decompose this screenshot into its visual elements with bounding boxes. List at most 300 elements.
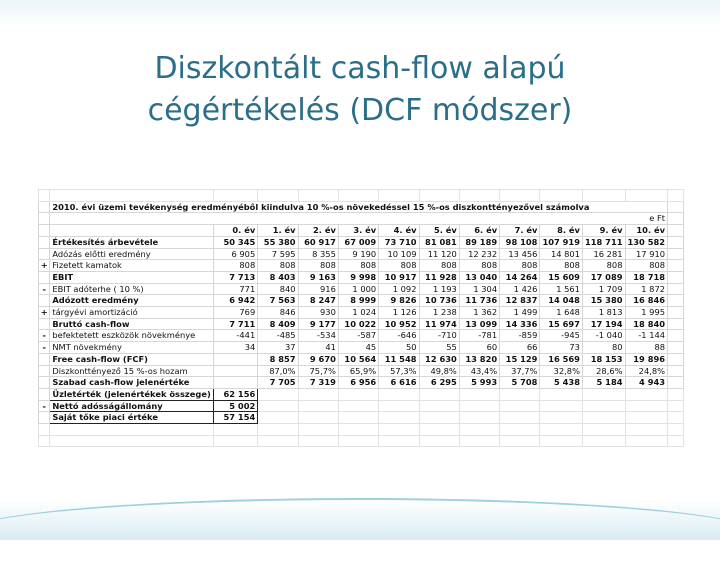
empty-cell <box>50 190 213 202</box>
row-label: NMT növekmény <box>50 342 213 354</box>
value-cell: 13 040 <box>459 271 499 283</box>
value-cell: 37,7% <box>500 365 540 377</box>
value-cell: -534 <box>298 330 338 342</box>
value-cell: 8 409 <box>258 318 298 330</box>
value-cell: 840 <box>258 283 298 295</box>
empty-cell <box>540 424 583 436</box>
value-cell: 32,8% <box>540 365 583 377</box>
year-header: 8. év <box>540 225 583 237</box>
empty-cell <box>540 190 583 202</box>
value-cell: 808 <box>213 260 258 272</box>
value-cell: 1 709 <box>582 283 625 295</box>
value-cell: 81 081 <box>419 236 459 248</box>
empty-cell <box>379 412 419 424</box>
sign-cell: - <box>39 330 50 342</box>
empty-cell <box>258 424 298 436</box>
empty-cell <box>459 190 499 202</box>
year-header: 6. év <box>459 225 499 237</box>
slide-title-line-2: cégértékelés (DCF módszer) <box>147 93 573 128</box>
empty-cell <box>50 424 213 436</box>
row-label: Diszkonttényező 15 %-os hozam <box>50 365 213 377</box>
sign-cell <box>39 377 50 389</box>
value-cell: 6 942 <box>213 295 258 307</box>
sign-cell <box>39 271 50 283</box>
empty-cell <box>213 190 258 202</box>
value-cell: 60 917 <box>298 236 338 248</box>
empty-cell <box>582 435 625 447</box>
empty-cell <box>258 388 298 400</box>
value-cell: 7 319 <box>298 377 338 389</box>
year-header: 1. év <box>258 225 298 237</box>
value-cell: 75,7% <box>298 365 338 377</box>
summary-value: 57 154 <box>213 412 258 424</box>
empty-cell <box>50 225 213 237</box>
value-cell: 1 995 <box>625 307 668 319</box>
year-header: 7. év <box>500 225 540 237</box>
value-cell: 80 <box>582 342 625 354</box>
empty-cell <box>419 424 459 436</box>
empty-cell <box>258 412 298 424</box>
value-cell: 808 <box>500 260 540 272</box>
empty-cell <box>298 400 338 412</box>
value-cell: 14 048 <box>540 295 583 307</box>
value-cell: 13 099 <box>459 318 499 330</box>
dcf-table <box>38 189 684 447</box>
table-row <box>39 271 684 283</box>
year-header: 0. év <box>213 225 258 237</box>
value-cell: 6 956 <box>338 377 378 389</box>
empty-cell <box>258 400 298 412</box>
value-cell: 1 426 <box>500 283 540 295</box>
sign-cell: + <box>39 307 50 319</box>
value-cell: 55 380 <box>258 236 298 248</box>
value-cell: 88 <box>625 342 668 354</box>
sign-cell <box>39 318 50 330</box>
empty-cell <box>668 190 684 202</box>
value-cell: 118 711 <box>582 236 625 248</box>
empty-cell <box>668 271 684 283</box>
value-cell: -710 <box>419 330 459 342</box>
table-row <box>39 236 684 248</box>
value-cell: 49,8% <box>419 365 459 377</box>
table-row <box>39 318 684 330</box>
value-cell: 11 974 <box>419 318 459 330</box>
sign-cell <box>39 248 50 260</box>
empty-cell <box>338 412 378 424</box>
empty-cell <box>298 388 338 400</box>
sign-cell <box>39 353 50 365</box>
value-cell: 1 000 <box>338 283 378 295</box>
value-cell: 55 <box>419 342 459 354</box>
value-cell: 28,6% <box>582 365 625 377</box>
sign-cell <box>39 295 50 307</box>
empty-cell <box>582 388 625 400</box>
value-cell: 13 456 <box>500 248 540 260</box>
empty-cell <box>540 435 583 447</box>
value-cell: 1 092 <box>379 283 419 295</box>
empty-cell <box>213 435 258 447</box>
empty-cell <box>338 435 378 447</box>
empty-cell <box>668 213 684 225</box>
decorative-curve <box>0 498 720 570</box>
table-row <box>39 365 684 377</box>
empty-cell <box>39 435 50 447</box>
empty-cell <box>298 412 338 424</box>
blank-row <box>39 190 684 202</box>
value-cell: 8 355 <box>298 248 338 260</box>
row-label: Free cash-flow (FCF) <box>50 353 213 365</box>
value-cell: 18 840 <box>625 318 668 330</box>
empty-cell <box>668 388 684 400</box>
value-cell: 18 153 <box>582 353 625 365</box>
summary-value: 62 156 <box>213 388 258 400</box>
empty-cell <box>39 190 50 202</box>
value-cell: 9 998 <box>338 271 378 283</box>
value-cell: 7 705 <box>258 377 298 389</box>
value-cell: -1 040 <box>582 330 625 342</box>
row-label: Adózott eredmény <box>50 295 213 307</box>
empty-cell <box>459 388 499 400</box>
value-cell: 1 813 <box>582 307 625 319</box>
empty-cell <box>668 424 684 436</box>
row-label: EBIT adóterhe ( 10 %) <box>50 283 213 295</box>
empty-cell <box>625 412 668 424</box>
dcf-spreadsheet <box>38 189 684 460</box>
value-cell: 8 857 <box>258 353 298 365</box>
empty-cell <box>668 225 684 237</box>
empty-cell <box>39 225 50 237</box>
value-cell: 7 563 <box>258 295 298 307</box>
sign-cell: - <box>39 283 50 295</box>
empty-cell <box>668 283 684 295</box>
value-cell: 14 264 <box>500 271 540 283</box>
value-cell: 45 <box>338 342 378 354</box>
value-cell: -441 <box>213 330 258 342</box>
sign-cell: + <box>39 260 50 272</box>
summary-label: Üzletérték (jelenértékek összege) <box>50 388 213 400</box>
value-cell: 67 009 <box>338 236 378 248</box>
value-cell: 11 928 <box>419 271 459 283</box>
value-cell: 15 609 <box>540 271 583 283</box>
empty-cell <box>668 353 684 365</box>
empty-cell <box>298 424 338 436</box>
value-cell: 1 193 <box>419 283 459 295</box>
empty-cell <box>338 400 378 412</box>
value-cell: 73 710 <box>379 236 419 248</box>
sign-cell <box>39 388 50 400</box>
empty-cell <box>668 342 684 354</box>
empty-cell <box>39 213 50 225</box>
empty-cell <box>582 412 625 424</box>
empty-cell <box>668 377 684 389</box>
value-cell: 12 630 <box>419 353 459 365</box>
empty-cell <box>258 190 298 202</box>
value-cell: 10 022 <box>338 318 378 330</box>
empty-cell <box>500 388 540 400</box>
empty-cell <box>39 424 50 436</box>
empty-cell <box>582 424 625 436</box>
table-row <box>39 342 684 354</box>
row-label: Szabad cash-flow jelenértéke <box>50 377 213 389</box>
value-cell <box>213 353 258 365</box>
empty-cell <box>625 435 668 447</box>
value-cell: 34 <box>213 342 258 354</box>
empty-cell <box>419 400 459 412</box>
value-cell: 808 <box>459 260 499 272</box>
empty-cell <box>668 330 684 342</box>
empty-cell <box>419 435 459 447</box>
value-cell: 8 999 <box>338 295 378 307</box>
value-cell: 1 362 <box>459 307 499 319</box>
unit-row <box>39 213 684 225</box>
empty-cell <box>379 424 419 436</box>
value-cell: 15 129 <box>500 353 540 365</box>
value-cell: 11 548 <box>379 353 419 365</box>
value-cell: -1 144 <box>625 330 668 342</box>
value-cell: 11 120 <box>419 248 459 260</box>
value-cell: 8 247 <box>298 295 338 307</box>
caption-row <box>39 201 684 213</box>
empty-cell <box>668 435 684 447</box>
value-cell: 8 403 <box>258 271 298 283</box>
empty-cell <box>39 201 50 213</box>
value-cell: -646 <box>379 330 419 342</box>
value-cell: 7 711 <box>213 318 258 330</box>
value-cell: 10 917 <box>379 271 419 283</box>
table-row <box>39 307 684 319</box>
empty-cell <box>459 400 499 412</box>
value-cell: 24,8% <box>625 365 668 377</box>
value-cell: 1 648 <box>540 307 583 319</box>
empty-cell <box>50 435 213 447</box>
empty-cell <box>500 400 540 412</box>
empty-cell <box>668 236 684 248</box>
header-row <box>39 225 684 237</box>
table-row <box>39 295 684 307</box>
empty-cell <box>540 400 583 412</box>
value-cell: 1 561 <box>540 283 583 295</box>
value-cell: 5 438 <box>540 377 583 389</box>
value-cell: 18 718 <box>625 271 668 283</box>
value-cell: 16 569 <box>540 353 583 365</box>
value-cell: 1 238 <box>419 307 459 319</box>
value-cell: 10 736 <box>419 295 459 307</box>
empty-cell <box>338 388 378 400</box>
row-label: Bruttó cash-flow <box>50 318 213 330</box>
empty-cell <box>298 190 338 202</box>
value-cell: 17 194 <box>582 318 625 330</box>
value-cell: 9 163 <box>298 271 338 283</box>
value-cell: 10 952 <box>379 318 419 330</box>
value-cell: 6 905 <box>213 248 258 260</box>
value-cell: 12 232 <box>459 248 499 260</box>
value-cell: 41 <box>298 342 338 354</box>
empty-cell <box>582 190 625 202</box>
row-label: Értékesítés árbevétele <box>50 236 213 248</box>
unit-label: e Ft <box>50 213 668 225</box>
empty-cell <box>500 190 540 202</box>
slide-title <box>0 48 720 132</box>
value-cell: 17 089 <box>582 271 625 283</box>
value-cell: 808 <box>540 260 583 272</box>
value-cell: 9 826 <box>379 295 419 307</box>
value-cell: 5 993 <box>459 377 499 389</box>
empty-cell <box>338 190 378 202</box>
value-cell: 73 <box>540 342 583 354</box>
year-header: 10. év <box>625 225 668 237</box>
value-cell: 66 <box>500 342 540 354</box>
empty-cell <box>298 435 338 447</box>
value-cell: 16 281 <box>582 248 625 260</box>
empty-cell <box>459 435 499 447</box>
empty-cell <box>668 400 684 412</box>
value-cell: 50 345 <box>213 236 258 248</box>
sign-cell <box>39 236 50 248</box>
year-header: 3. év <box>338 225 378 237</box>
value-cell: 16 846 <box>625 295 668 307</box>
empty-cell <box>419 388 459 400</box>
sign-cell: - <box>39 342 50 354</box>
value-cell: 9 177 <box>298 318 338 330</box>
value-cell: 12 837 <box>500 295 540 307</box>
empty-cell <box>582 400 625 412</box>
empty-cell <box>500 412 540 424</box>
top-gradient-band <box>0 0 720 26</box>
value-cell: 10 109 <box>379 248 419 260</box>
value-cell: 1 304 <box>459 283 499 295</box>
value-cell: 808 <box>298 260 338 272</box>
value-cell: 808 <box>258 260 298 272</box>
value-cell: 57,3% <box>379 365 419 377</box>
empty-cell <box>379 190 419 202</box>
summary-row <box>39 388 684 400</box>
empty-cell <box>459 424 499 436</box>
empty-cell <box>500 424 540 436</box>
summary-row <box>39 400 684 412</box>
value-cell: 808 <box>625 260 668 272</box>
table-row <box>39 353 684 365</box>
value-cell: 1 024 <box>338 307 378 319</box>
value-cell: 808 <box>379 260 419 272</box>
summary-label: Nettó adósságállomány <box>50 400 213 412</box>
value-cell: 13 820 <box>459 353 499 365</box>
year-header: 9. év <box>582 225 625 237</box>
empty-cell <box>668 201 684 213</box>
summary-label: Saját tőke piaci értéke <box>50 412 213 424</box>
value-cell: 808 <box>582 260 625 272</box>
value-cell: 87,0% <box>258 365 298 377</box>
value-cell: 6 616 <box>379 377 419 389</box>
value-cell: 5 184 <box>582 377 625 389</box>
value-cell: -945 <box>540 330 583 342</box>
summary-row <box>39 412 684 424</box>
table-caption: 2010. évi üzemi tevékenység eredményéből kiindulva 10 %-os növekedéssel 15 %-os diszkonttényezővel számolva <box>50 201 668 213</box>
year-header: 2. év <box>298 225 338 237</box>
empty-cell <box>625 388 668 400</box>
value-cell: 9 670 <box>298 353 338 365</box>
empty-cell <box>668 248 684 260</box>
empty-cell <box>668 365 684 377</box>
empty-cell <box>668 307 684 319</box>
empty-cell <box>625 190 668 202</box>
table-row <box>39 248 684 260</box>
value-cell <box>213 365 258 377</box>
empty-cell <box>668 318 684 330</box>
table-row <box>39 377 684 389</box>
blank-row <box>39 424 684 436</box>
value-cell: 14 336 <box>500 318 540 330</box>
blank-row <box>39 435 684 447</box>
slide-title-line-1: Diszkontált cash-flow alapú <box>154 51 566 86</box>
value-cell: 771 <box>213 283 258 295</box>
empty-cell <box>213 424 258 436</box>
value-cell: 1 126 <box>379 307 419 319</box>
table-row <box>39 330 684 342</box>
empty-cell <box>419 190 459 202</box>
value-cell: 5 708 <box>500 377 540 389</box>
empty-cell <box>419 412 459 424</box>
empty-cell <box>625 400 668 412</box>
value-cell: 808 <box>338 260 378 272</box>
value-cell: 37 <box>258 342 298 354</box>
table-row <box>39 283 684 295</box>
year-header: 4. év <box>379 225 419 237</box>
empty-cell <box>379 435 419 447</box>
value-cell: 4 943 <box>625 377 668 389</box>
value-cell: 14 801 <box>540 248 583 260</box>
empty-cell <box>459 412 499 424</box>
sign-cell: - <box>39 400 50 412</box>
row-label: befektetett eszközök növekménye <box>50 330 213 342</box>
empty-cell <box>625 424 668 436</box>
table-row <box>39 260 684 272</box>
value-cell: 19 896 <box>625 353 668 365</box>
year-header: 5. év <box>419 225 459 237</box>
row-label: Adózás előtti eredmény <box>50 248 213 260</box>
value-cell <box>213 377 258 389</box>
value-cell: 60 <box>459 342 499 354</box>
value-cell: 846 <box>258 307 298 319</box>
empty-cell <box>668 260 684 272</box>
value-cell: 17 910 <box>625 248 668 260</box>
row-label: EBIT <box>50 271 213 283</box>
value-cell: 7 595 <box>258 248 298 260</box>
value-cell: -781 <box>459 330 499 342</box>
sign-cell <box>39 412 50 424</box>
value-cell: 65,9% <box>338 365 378 377</box>
value-cell: -587 <box>338 330 378 342</box>
value-cell: 15 697 <box>540 318 583 330</box>
value-cell: 9 190 <box>338 248 378 260</box>
value-cell: -485 <box>258 330 298 342</box>
value-cell: 11 736 <box>459 295 499 307</box>
value-cell: 15 380 <box>582 295 625 307</box>
empty-cell <box>338 424 378 436</box>
value-cell: 89 189 <box>459 236 499 248</box>
value-cell: 107 919 <box>540 236 583 248</box>
value-cell: 7 713 <box>213 271 258 283</box>
empty-cell <box>379 400 419 412</box>
empty-cell <box>540 412 583 424</box>
value-cell: 10 564 <box>338 353 378 365</box>
empty-cell <box>500 435 540 447</box>
empty-cell <box>668 295 684 307</box>
sign-cell <box>39 365 50 377</box>
value-cell: 1 499 <box>500 307 540 319</box>
empty-cell <box>668 412 684 424</box>
value-cell: -859 <box>500 330 540 342</box>
value-cell: 130 582 <box>625 236 668 248</box>
